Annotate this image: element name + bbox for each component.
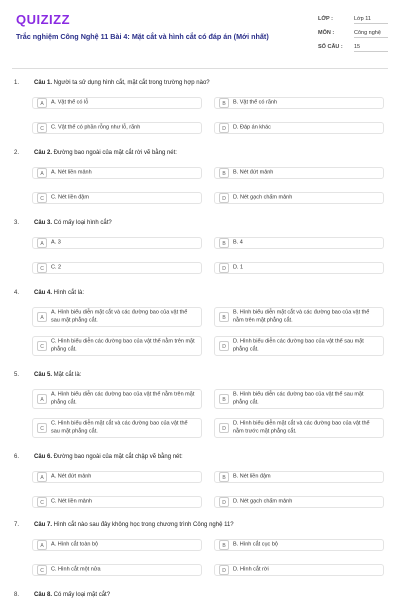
answer-option-a[interactable] [32, 97, 202, 109]
option-text: D. Nét gạch chấm mảnh [233, 194, 293, 201]
option-text: B. Hình biểu diễn các đường bao của vật thể sau mặt phẳng cắt. [233, 391, 364, 405]
option-text: B. Hình cắt cục bộ [233, 541, 278, 548]
option-letter-box: C [37, 341, 47, 351]
option-text: A. Nét liền mảnh [51, 169, 92, 176]
meta-row-class [318, 14, 390, 28]
answer-option-b[interactable] [214, 307, 384, 327]
option-letter-box: B [219, 238, 229, 248]
answer-option-c[interactable] [32, 564, 202, 576]
option-text: D. Hình biểu diễn mặt cắt và các đường bao của vật thể nằm trước mặt phẳng cắt. [233, 420, 370, 434]
option-letter-box: B [219, 472, 229, 482]
question-body: Đường bao ngoài của mặt cắt rời vẽ bằng nét: [52, 150, 177, 156]
question-number: 2. [14, 150, 20, 156]
question-number: 6. [14, 454, 20, 460]
option-letter-box: A [37, 238, 47, 248]
option-text: C. Nét liền đậm [51, 194, 89, 201]
option-letter-box: C [37, 565, 47, 575]
option-text: D. Nét gạch chấm mảnh [233, 498, 293, 505]
header-divider [12, 68, 388, 69]
question-label: Câu 6. [34, 454, 53, 460]
question-body: Hình cắt là: [52, 290, 85, 296]
option-letter-box: D [219, 423, 229, 433]
answer-option-d[interactable] [214, 122, 384, 134]
question-text [34, 454, 374, 460]
option-text: B. Hình biểu diễn mặt cắt và các đường bao của vật thể nằm trên mặt phẳng cắt. [233, 309, 370, 323]
question-text [34, 522, 374, 528]
option-text: D. 1 [233, 264, 244, 271]
answer-option-a[interactable] [32, 539, 202, 551]
question-body: Hình cắt nào sau đây không học trong chương trình Công nghệ 11? [52, 522, 234, 528]
option-letter-box: A [37, 472, 47, 482]
option-letter-box: D [219, 341, 229, 351]
meta-row-count [318, 42, 390, 56]
question-number: 4. [14, 290, 20, 296]
option-letter-box: D [219, 123, 229, 133]
question-label: Câu 4. [34, 290, 53, 296]
answer-option-c[interactable] [32, 192, 202, 204]
question-number: 1. [14, 80, 20, 86]
option-letter-box: C [37, 423, 47, 433]
question-label: Câu 1. [34, 80, 53, 86]
meta-value: 15 [354, 44, 388, 52]
question-body: Người ta sử dụng hình cắt, mặt cắt trong trường hợp nào? [52, 80, 210, 86]
option-text: C. Vật thể có phần rỗng như lỗ, rãnh [51, 124, 141, 131]
answer-option-d[interactable] [214, 564, 384, 576]
option-letter-box: C [37, 123, 47, 133]
option-text: A. 3 [51, 239, 61, 246]
option-text: C. Hình biểu diễn các đường bao của vật thể nằm trên mặt phẳng cắt. [51, 338, 195, 352]
option-letter-box: C [37, 263, 47, 273]
option-text: B. Vật thể có rãnh [233, 99, 278, 106]
answer-option-b[interactable] [214, 471, 384, 483]
worksheet-meta [318, 14, 390, 56]
option-text: D. Hình biểu diễn các đường bao của vật thể sau mặt phẳng cắt. [233, 338, 364, 352]
question-text [34, 150, 374, 156]
option-text: C. Hình cắt một nửa [51, 566, 101, 573]
answer-option-d[interactable] [214, 192, 384, 204]
option-letter-box: C [37, 193, 47, 203]
answer-option-d[interactable] [214, 336, 384, 356]
worksheet-title: Trắc nghiệm Công Nghệ 11 Bài 4: Mặt cắt và hình cắt có đáp án (Mới nhất) [16, 32, 269, 41]
option-text: B. Nét liền đậm [233, 473, 271, 480]
option-letter-box: D [219, 565, 229, 575]
answer-option-a[interactable] [32, 389, 202, 409]
answer-option-c[interactable] [32, 122, 202, 134]
question-label: Câu 2. [34, 150, 53, 156]
answer-option-a[interactable] [32, 471, 202, 483]
question-number: 8. [14, 592, 20, 598]
question-text [34, 372, 374, 378]
meta-label: LỚP : [318, 16, 333, 22]
answer-option-b[interactable] [214, 539, 384, 551]
option-letter-box: D [219, 193, 229, 203]
answer-option-b[interactable] [214, 97, 384, 109]
question-label: Câu 5. [34, 372, 53, 378]
question-text [34, 220, 374, 226]
question-label: Câu 3. [34, 220, 53, 226]
question-text [34, 592, 374, 598]
option-text: C. Hình biểu diễn mặt cắt và các đường bao của vật thể sau mặt phẳng cắt. [51, 420, 188, 434]
option-letter-box: B [219, 312, 229, 322]
answer-option-a[interactable] [32, 237, 202, 249]
answer-option-d[interactable] [214, 418, 384, 438]
answer-option-c[interactable] [32, 418, 202, 438]
option-letter-box: D [219, 263, 229, 273]
question-body: Có mấy loại hình cắt? [52, 220, 112, 226]
option-letter-box: A [37, 168, 47, 178]
answer-option-b[interactable] [214, 237, 384, 249]
answer-option-a[interactable] [32, 167, 202, 179]
option-letter-box: B [219, 540, 229, 550]
answer-option-c[interactable] [32, 336, 202, 356]
answer-option-b[interactable] [214, 389, 384, 409]
option-letter-box: B [219, 168, 229, 178]
option-letter-box: A [37, 540, 47, 550]
meta-label: SỐ CÂU : [318, 44, 343, 50]
option-text: A. Hình cắt toàn bộ [51, 541, 99, 548]
answer-option-a[interactable] [32, 307, 202, 327]
quizizz-logo: QUIZIZZ [16, 12, 71, 27]
question-text [34, 290, 374, 296]
meta-value: Lớp 11 [354, 16, 388, 24]
option-letter-box: D [219, 497, 229, 507]
answer-option-d[interactable] [214, 262, 384, 274]
option-text: B. Nét đứt mảnh [233, 169, 274, 176]
option-text: D. Hình cắt rời [233, 566, 269, 573]
option-text: B. 4 [233, 239, 243, 246]
answer-option-b[interactable] [214, 167, 384, 179]
question-text [34, 80, 374, 86]
meta-label: MÔN : [318, 30, 335, 36]
option-letter-box: B [219, 394, 229, 404]
option-text: C. Nét liền mảnh [51, 498, 92, 505]
option-text: A. Vật thể có lỗ [51, 99, 89, 106]
option-letter-box: C [37, 497, 47, 507]
question-label: Câu 7. [34, 522, 53, 528]
question-label: Câu 8. [34, 592, 53, 598]
worksheet-header [0, 0, 400, 70]
option-letter-box: A [37, 312, 47, 322]
option-text: A. Hình biểu diễn mặt cắt và các đường bao của vật thể sau mặt phẳng cắt. [51, 309, 188, 323]
answer-option-c[interactable] [32, 262, 202, 274]
option-text: A. Hình biểu diễn các đường bao của vật thể nằm trên mặt phẳng cắt. [51, 391, 195, 405]
option-letter-box: A [37, 394, 47, 404]
option-text: C. 2 [51, 264, 62, 271]
question-number: 5. [14, 372, 20, 378]
question-body: Đường bao ngoài của mặt cắt chập vẽ bằng nét: [52, 454, 183, 460]
option-letter-box: A [37, 98, 47, 108]
question-body: Mặt cắt là: [52, 372, 82, 378]
answer-option-c[interactable] [32, 496, 202, 508]
meta-value: Công nghệ [354, 30, 388, 38]
question-number: 7. [14, 522, 20, 528]
option-letter-box: B [219, 98, 229, 108]
option-text: D. Đáp án khác [233, 124, 271, 131]
option-text: A. Nét đứt mảnh [51, 473, 92, 480]
question-body: Có mấy loại mặt cắt? [52, 592, 111, 598]
question-number: 3. [14, 220, 20, 226]
answer-option-d[interactable] [214, 496, 384, 508]
meta-row-subject [318, 28, 390, 42]
